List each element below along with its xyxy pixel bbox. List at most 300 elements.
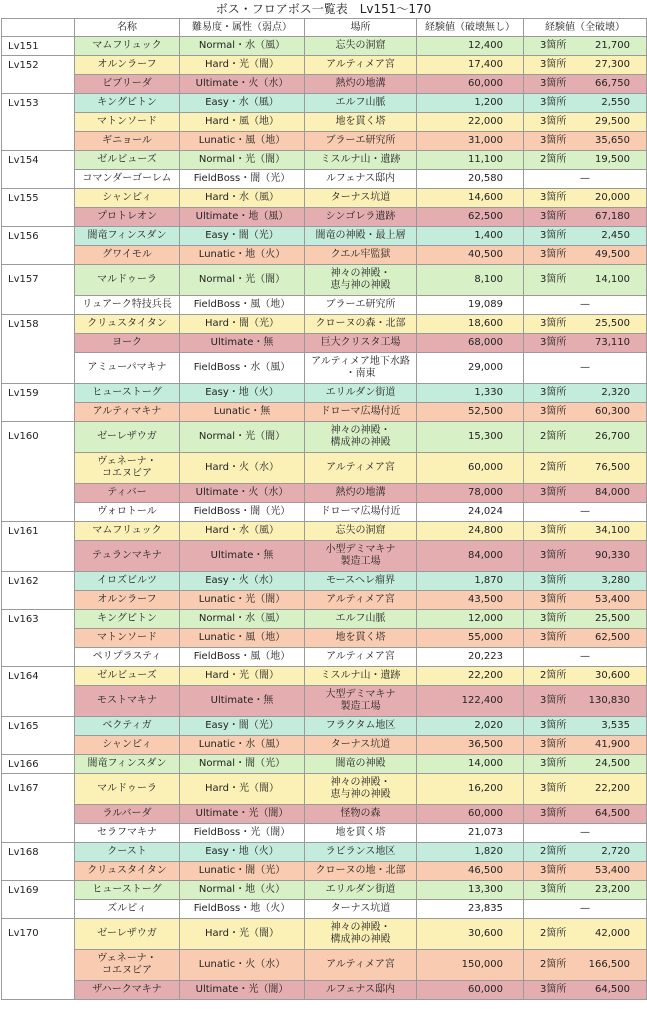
break-count: 3箇所	[540, 230, 567, 241]
difficulty-cell: Normal・水（風）	[180, 37, 305, 56]
table-row	[2, 422, 647, 453]
table-row	[2, 315, 647, 334]
boss-name-cell: シャンピィ	[75, 189, 180, 208]
break-count: 3箇所	[540, 525, 567, 536]
location-cell: 小型デミマキナ 製造工場	[305, 541, 417, 572]
break-count: 3箇所	[540, 274, 567, 285]
location-cell: モースヘレ瘤界	[305, 572, 417, 591]
difficulty-cell: Hard・光（闇）	[180, 919, 305, 950]
level-cell: Lv165	[2, 717, 75, 736]
exp-full-break-cell	[524, 522, 647, 541]
break-count: 3箇所	[540, 550, 567, 561]
location-cell: ルフェナス邸内	[305, 170, 417, 189]
level-cell: Lv154	[2, 151, 75, 170]
boss-name-cell: マルドゥーラ	[75, 774, 180, 805]
location-cell: エリルダン街道	[305, 384, 417, 403]
break-count: 2箇所	[540, 670, 567, 681]
table-row	[2, 56, 647, 75]
table-row	[2, 503, 647, 522]
difficulty-cell: Ultimate・光（闇）	[180, 805, 305, 824]
table-row	[2, 736, 647, 755]
location-cell: 怪物の森	[305, 805, 417, 824]
difficulty-cell: FieldBoss・闇（光）	[180, 170, 305, 189]
location-cell: エルフ山脈	[305, 94, 417, 113]
boss-name-cell: ゼルビューズ	[75, 151, 180, 170]
exp-full-break-cell	[524, 37, 647, 56]
table-header	[2, 19, 647, 37]
exp-full-break-cell	[524, 629, 647, 648]
full-break-exp-value: 35,650	[595, 135, 630, 146]
exp-full-break-cell: —	[524, 170, 647, 189]
table-row	[2, 227, 647, 246]
full-break-exp-value: 53,400	[595, 594, 630, 605]
exp-no-break-cell: 60,000	[417, 981, 524, 1000]
break-count: 3箇所	[540, 387, 567, 398]
header-level	[2, 19, 75, 37]
full-break-exp-value: 34,100	[595, 525, 630, 536]
location-cell: ブラーエ研究所	[305, 132, 417, 151]
difficulty-cell: Ultimate・無	[180, 686, 305, 717]
location-cell: ラビランス地区	[305, 843, 417, 862]
location-cell: ミスルナ山・遺跡	[305, 151, 417, 170]
table-row	[2, 384, 647, 403]
boss-name-cell: シャンピィ	[75, 736, 180, 755]
level-cell-continued	[2, 403, 75, 422]
break-count: 3箇所	[540, 59, 567, 70]
break-count: 3箇所	[540, 135, 567, 146]
full-break-exp-value: 25,500	[595, 613, 630, 624]
table-row	[2, 717, 647, 736]
boss-name-cell: イロズビルツ	[75, 572, 180, 591]
location-cell: ブラーエ研究所	[305, 296, 417, 315]
break-count: 2箇所	[540, 959, 567, 970]
boss-name-cell: マムフリュック	[75, 522, 180, 541]
table-row	[2, 75, 647, 94]
location-cell: ターナス坑道	[305, 736, 417, 755]
exp-no-break-cell: 122,400	[417, 686, 524, 717]
exp-no-break-cell: 52,500	[417, 403, 524, 422]
exp-no-break-cell: 1,870	[417, 572, 524, 591]
break-count: 3箇所	[540, 97, 567, 108]
location-cell: 地を貫く塔	[305, 113, 417, 132]
location-cell: 熱灼の地溝	[305, 484, 417, 503]
exp-full-break-cell	[524, 484, 647, 503]
exp-no-break-cell: 13,300	[417, 881, 524, 900]
table-row	[2, 881, 647, 900]
full-break-exp-value: 3,280	[601, 575, 630, 586]
break-count: 3箇所	[540, 808, 567, 819]
level-cell: Lv168	[2, 843, 75, 862]
location-cell: ターナス坑道	[305, 189, 417, 208]
exp-full-break-cell	[524, 686, 647, 717]
difficulty-cell: Ultimate・火（水）	[180, 484, 305, 503]
level-cell-continued	[2, 950, 75, 981]
table-row	[2, 189, 647, 208]
break-count: 2箇所	[540, 928, 567, 939]
break-count: 3箇所	[540, 406, 567, 417]
exp-full-break-cell	[524, 843, 647, 862]
difficulty-cell: Normal・地（火）	[180, 881, 305, 900]
difficulty-cell: Lunatic・光（闇）	[180, 591, 305, 610]
boss-name-cell: ベクティガ	[75, 717, 180, 736]
difficulty-cell: Hard・風（地）	[180, 113, 305, 132]
full-break-exp-value: 2,320	[601, 387, 630, 398]
exp-no-break-cell: 22,200	[417, 667, 524, 686]
full-break-exp-value: 27,300	[595, 59, 630, 70]
location-cell: アルティメア地下水路 ・南東	[305, 353, 417, 384]
level-cell: Lv155	[2, 189, 75, 208]
exp-full-break-cell	[524, 151, 647, 170]
level-cell: Lv152	[2, 56, 75, 75]
page-title: ボス・フロアボス一覧表 Lv151〜170	[215, 2, 432, 16]
location-cell: アルティメア宮	[305, 591, 417, 610]
exp-no-break-cell: 29,000	[417, 353, 524, 384]
location-cell: ドローマ広場付近	[305, 403, 417, 422]
location-cell: 闇竜の神殿・最上層	[305, 227, 417, 246]
break-count: 3箇所	[540, 613, 567, 624]
exp-no-break-cell: 1,200	[417, 94, 524, 113]
exp-no-break-cell: 150,000	[417, 950, 524, 981]
full-break-exp-value: 49,500	[595, 249, 630, 260]
difficulty-cell: Hard・光（闇）	[180, 774, 305, 805]
exp-no-break-cell: 16,200	[417, 774, 524, 805]
level-cell: Lv161	[2, 522, 75, 541]
break-count: 3箇所	[540, 695, 567, 706]
level-cell-continued	[2, 981, 75, 1000]
difficulty-cell: Lunatic・風（地）	[180, 132, 305, 151]
boss-name-cell: ヴェネーナ・ コエヌビア	[75, 950, 180, 981]
level-cell: Lv170	[2, 919, 75, 950]
full-break-exp-value: 84,000	[595, 487, 630, 498]
exp-no-break-cell: 78,000	[417, 484, 524, 503]
exp-no-break-cell: 12,400	[417, 37, 524, 56]
full-break-exp-value: 23,200	[595, 884, 630, 895]
level-cell: Lv167	[2, 774, 75, 805]
boss-name-cell: モストマキナ	[75, 686, 180, 717]
boss-name-cell: ラルバーダ	[75, 805, 180, 824]
level-cell-continued	[2, 296, 75, 315]
boss-name-cell: テュランマキナ	[75, 541, 180, 572]
level-cell-continued	[2, 453, 75, 484]
break-count: 3箇所	[540, 337, 567, 348]
full-break-exp-value: 20,000	[595, 192, 630, 203]
exp-no-break-cell: 84,000	[417, 541, 524, 572]
exp-full-break-cell: —	[524, 824, 647, 843]
exp-no-break-cell: 18,600	[417, 315, 524, 334]
boss-name-cell: ヒューストーグ	[75, 384, 180, 403]
exp-full-break-cell	[524, 541, 647, 572]
exp-no-break-cell: 60,000	[417, 805, 524, 824]
exp-full-break-cell	[524, 950, 647, 981]
difficulty-cell: Ultimate・無	[180, 541, 305, 572]
full-break-exp-value: 25,500	[595, 318, 630, 329]
boss-name-cell: キングピトン	[75, 94, 180, 113]
level-cell: Lv163	[2, 610, 75, 629]
exp-no-break-cell: 21,073	[417, 824, 524, 843]
difficulty-cell: FieldBoss・光（闇）	[180, 824, 305, 843]
level-cell-continued	[2, 246, 75, 265]
header-row	[2, 19, 647, 37]
difficulty-cell: Lunatic・水（風）	[180, 736, 305, 755]
exp-full-break-cell: —	[524, 900, 647, 919]
difficulty-cell: Hard・闇（光）	[180, 315, 305, 334]
exp-full-break-cell: —	[524, 503, 647, 522]
difficulty-cell: FieldBoss・風（地）	[180, 648, 305, 667]
boss-name-cell: ギニョール	[75, 132, 180, 151]
location-cell: 熱灼の地溝	[305, 75, 417, 94]
break-count: 2箇所	[540, 154, 567, 165]
level-cell-continued	[2, 334, 75, 353]
level-cell: Lv166	[2, 755, 75, 774]
exp-no-break-cell: 19,089	[417, 296, 524, 315]
location-cell: エルフ山脈	[305, 610, 417, 629]
location-cell: 神々の神殿・ 構成神の神殿	[305, 919, 417, 950]
table-row	[2, 113, 647, 132]
table-row	[2, 353, 647, 384]
boss-name-cell: マルドゥーラ	[75, 265, 180, 296]
level-cell: Lv160	[2, 422, 75, 453]
break-count: 3箇所	[540, 594, 567, 605]
exp-no-break-cell: 1,330	[417, 384, 524, 403]
difficulty-cell: Ultimate・地（風）	[180, 208, 305, 227]
table-row	[2, 453, 647, 484]
exp-full-break-cell	[524, 56, 647, 75]
full-break-exp-value: 2,450	[601, 230, 630, 241]
location-cell: 巨大クリスタ工場	[305, 334, 417, 353]
boss-name-cell: コマンダーゴーレム	[75, 170, 180, 189]
difficulty-cell: Hard・火（水）	[180, 453, 305, 484]
level-cell-continued	[2, 503, 75, 522]
boss-name-cell: プロトレオン	[75, 208, 180, 227]
break-count: 3箇所	[540, 575, 567, 586]
difficulty-cell: FieldBoss・闇（光）	[180, 503, 305, 522]
exp-full-break-cell	[524, 132, 647, 151]
break-count: 3箇所	[540, 249, 567, 260]
level-cell: Lv162	[2, 572, 75, 591]
table-row	[2, 94, 647, 113]
table-row	[2, 37, 647, 56]
exp-no-break-cell: 60,000	[417, 75, 524, 94]
exp-no-break-cell: 23,835	[417, 900, 524, 919]
difficulty-cell: Normal・光（闇）	[180, 151, 305, 170]
level-cell-continued	[2, 132, 75, 151]
table-row	[2, 334, 647, 353]
difficulty-cell: FieldBoss・地（火）	[180, 900, 305, 919]
table-row	[2, 541, 647, 572]
difficulty-cell: Lunatic・地（火）	[180, 246, 305, 265]
level-cell-continued	[2, 686, 75, 717]
full-break-exp-value: 30,600	[595, 670, 630, 681]
full-break-exp-value: 41,900	[595, 739, 630, 750]
exp-no-break-cell: 60,000	[417, 453, 524, 484]
exp-full-break-cell	[524, 591, 647, 610]
boss-name-cell: オルンラーフ	[75, 56, 180, 75]
full-break-exp-value: 53,400	[595, 865, 630, 876]
level-cell-continued	[2, 648, 75, 667]
level-cell-continued	[2, 805, 75, 824]
full-break-exp-value: 64,500	[595, 984, 630, 995]
table-row	[2, 629, 647, 648]
full-break-exp-value: 24,500	[595, 758, 630, 769]
full-break-exp-value: 14,100	[595, 274, 630, 285]
full-break-exp-value: 21,700	[595, 40, 630, 51]
boss-name-cell: クースト	[75, 843, 180, 862]
difficulty-cell: Hard・水（風）	[180, 522, 305, 541]
exp-full-break-cell	[524, 315, 647, 334]
break-count: 3箇所	[540, 739, 567, 750]
exp-no-break-cell: 1,820	[417, 843, 524, 862]
exp-no-break-cell: 30,600	[417, 919, 524, 950]
difficulty-cell: Ultimate・無	[180, 334, 305, 353]
difficulty-cell: Hard・光（闇）	[180, 56, 305, 75]
location-cell: 忘失の洞窟	[305, 522, 417, 541]
boss-name-cell: マトンソード	[75, 113, 180, 132]
break-count: 2箇所	[540, 846, 567, 857]
exp-no-break-cell: 46,500	[417, 862, 524, 881]
break-count: 3箇所	[540, 632, 567, 643]
difficulty-cell: Lunatic・風（地）	[180, 629, 305, 648]
boss-name-cell: ペリプラスティ	[75, 648, 180, 667]
exp-no-break-cell: 11,100	[417, 151, 524, 170]
difficulty-cell: Easy・闇（光）	[180, 227, 305, 246]
boss-name-cell: マトンソード	[75, 629, 180, 648]
level-cell-continued	[2, 541, 75, 572]
table-body	[2, 37, 647, 1000]
location-cell: 地を貫く塔	[305, 629, 417, 648]
exp-full-break-cell	[524, 610, 647, 629]
exp-no-break-cell: 17,400	[417, 56, 524, 75]
location-cell: ドローマ広場付近	[305, 503, 417, 522]
difficulty-cell: FieldBoss・水（風）	[180, 353, 305, 384]
boss-name-cell: 闇竜フィンスダン	[75, 755, 180, 774]
header-location: 場所	[305, 19, 417, 37]
table-row	[2, 686, 647, 717]
location-cell: 神々の神殿・ 構成神の神殿	[305, 422, 417, 453]
boss-name-cell: ティバー	[75, 484, 180, 503]
boss-name-cell: ザハークマキナ	[75, 981, 180, 1000]
boss-name-cell: ゼーレザウガ	[75, 422, 180, 453]
difficulty-cell: Easy・地（火）	[180, 384, 305, 403]
location-cell: シンゴレラ遺跡	[305, 208, 417, 227]
table-row	[2, 774, 647, 805]
exp-full-break-cell	[524, 384, 647, 403]
break-count: 3箇所	[540, 318, 567, 329]
exp-full-break-cell	[524, 717, 647, 736]
break-count: 3箇所	[540, 783, 567, 794]
exp-no-break-cell: 24,024	[417, 503, 524, 522]
table-row	[2, 265, 647, 296]
full-break-exp-value: 76,500	[595, 462, 630, 473]
table-row	[2, 755, 647, 774]
header-exp-no-break: 経験値（破壊無し）	[417, 19, 524, 37]
full-break-exp-value: 130,830	[588, 695, 630, 706]
exp-full-break-cell	[524, 227, 647, 246]
table-row	[2, 591, 647, 610]
table-row	[2, 484, 647, 503]
location-cell: 忘失の洞窟	[305, 37, 417, 56]
break-count: 3箇所	[540, 116, 567, 127]
difficulty-cell: Hard・光（闇）	[180, 667, 305, 686]
exp-no-break-cell: 14,600	[417, 189, 524, 208]
exp-full-break-cell	[524, 403, 647, 422]
level-cell: Lv157	[2, 265, 75, 296]
difficulty-cell: Ultimate・火（水）	[180, 75, 305, 94]
level-cell: Lv164	[2, 667, 75, 686]
exp-no-break-cell: 31,000	[417, 132, 524, 151]
level-cell-continued	[2, 736, 75, 755]
difficulty-cell: Lunatic・無	[180, 403, 305, 422]
difficulty-cell: Easy・水（風）	[180, 94, 305, 113]
exp-full-break-cell	[524, 265, 647, 296]
exp-full-break-cell	[524, 981, 647, 1000]
exp-full-break-cell	[524, 75, 647, 94]
exp-full-break-cell: —	[524, 353, 647, 384]
table-row	[2, 667, 647, 686]
table-row	[2, 919, 647, 950]
boss-name-cell: アミューパマキナ	[75, 353, 180, 384]
exp-no-break-cell: 14,000	[417, 755, 524, 774]
difficulty-cell: Easy・火（水）	[180, 572, 305, 591]
full-break-exp-value: 60,300	[595, 406, 630, 417]
table-row	[2, 824, 647, 843]
boss-name-cell: マムフリュック	[75, 37, 180, 56]
break-count: 3箇所	[540, 758, 567, 769]
full-break-exp-value: 73,110	[595, 337, 630, 348]
location-cell: クローヌの森・北部	[305, 315, 417, 334]
header-difficulty: 難易度・属性（弱点）	[180, 19, 305, 37]
full-break-exp-value: 67,180	[595, 211, 630, 222]
full-break-exp-value: 19,500	[595, 154, 630, 165]
boss-name-cell: ゼルビューズ	[75, 667, 180, 686]
level-cell: Lv153	[2, 94, 75, 113]
location-cell: 大型デミマキナ 製造工場	[305, 686, 417, 717]
exp-no-break-cell: 8,100	[417, 265, 524, 296]
exp-no-break-cell: 20,223	[417, 648, 524, 667]
exp-full-break-cell: —	[524, 648, 647, 667]
exp-no-break-cell: 2,020	[417, 717, 524, 736]
level-cell-continued	[2, 629, 75, 648]
level-cell: Lv159	[2, 384, 75, 403]
difficulty-cell: Normal・光（闇）	[180, 422, 305, 453]
boss-name-cell: クリュスタイタン	[75, 315, 180, 334]
table-row	[2, 246, 647, 265]
table-row	[2, 950, 647, 981]
break-count: 3箇所	[540, 984, 567, 995]
table-row	[2, 296, 647, 315]
level-cell-continued	[2, 484, 75, 503]
boss-name-cell: セラフマキナ	[75, 824, 180, 843]
difficulty-cell: Normal・光（闇）	[180, 265, 305, 296]
location-cell: アルティメア宮	[305, 648, 417, 667]
full-break-exp-value: 166,500	[588, 959, 630, 970]
level-cell: Lv169	[2, 881, 75, 900]
location-cell: ターナス坑道	[305, 900, 417, 919]
level-cell-continued	[2, 900, 75, 919]
difficulty-cell: FieldBoss・風（地）	[180, 296, 305, 315]
level-cell-continued	[2, 591, 75, 610]
exp-full-break-cell	[524, 881, 647, 900]
exp-no-break-cell: 22,000	[417, 113, 524, 132]
table-row	[2, 151, 647, 170]
exp-full-break-cell	[524, 94, 647, 113]
difficulty-cell: Hard・水（風）	[180, 189, 305, 208]
table-row	[2, 522, 647, 541]
full-break-exp-value: 90,330	[595, 550, 630, 561]
location-cell: アルティメア宮	[305, 950, 417, 981]
exp-no-break-cell: 55,000	[417, 629, 524, 648]
exp-full-break-cell	[524, 189, 647, 208]
exp-full-break-cell	[524, 422, 647, 453]
